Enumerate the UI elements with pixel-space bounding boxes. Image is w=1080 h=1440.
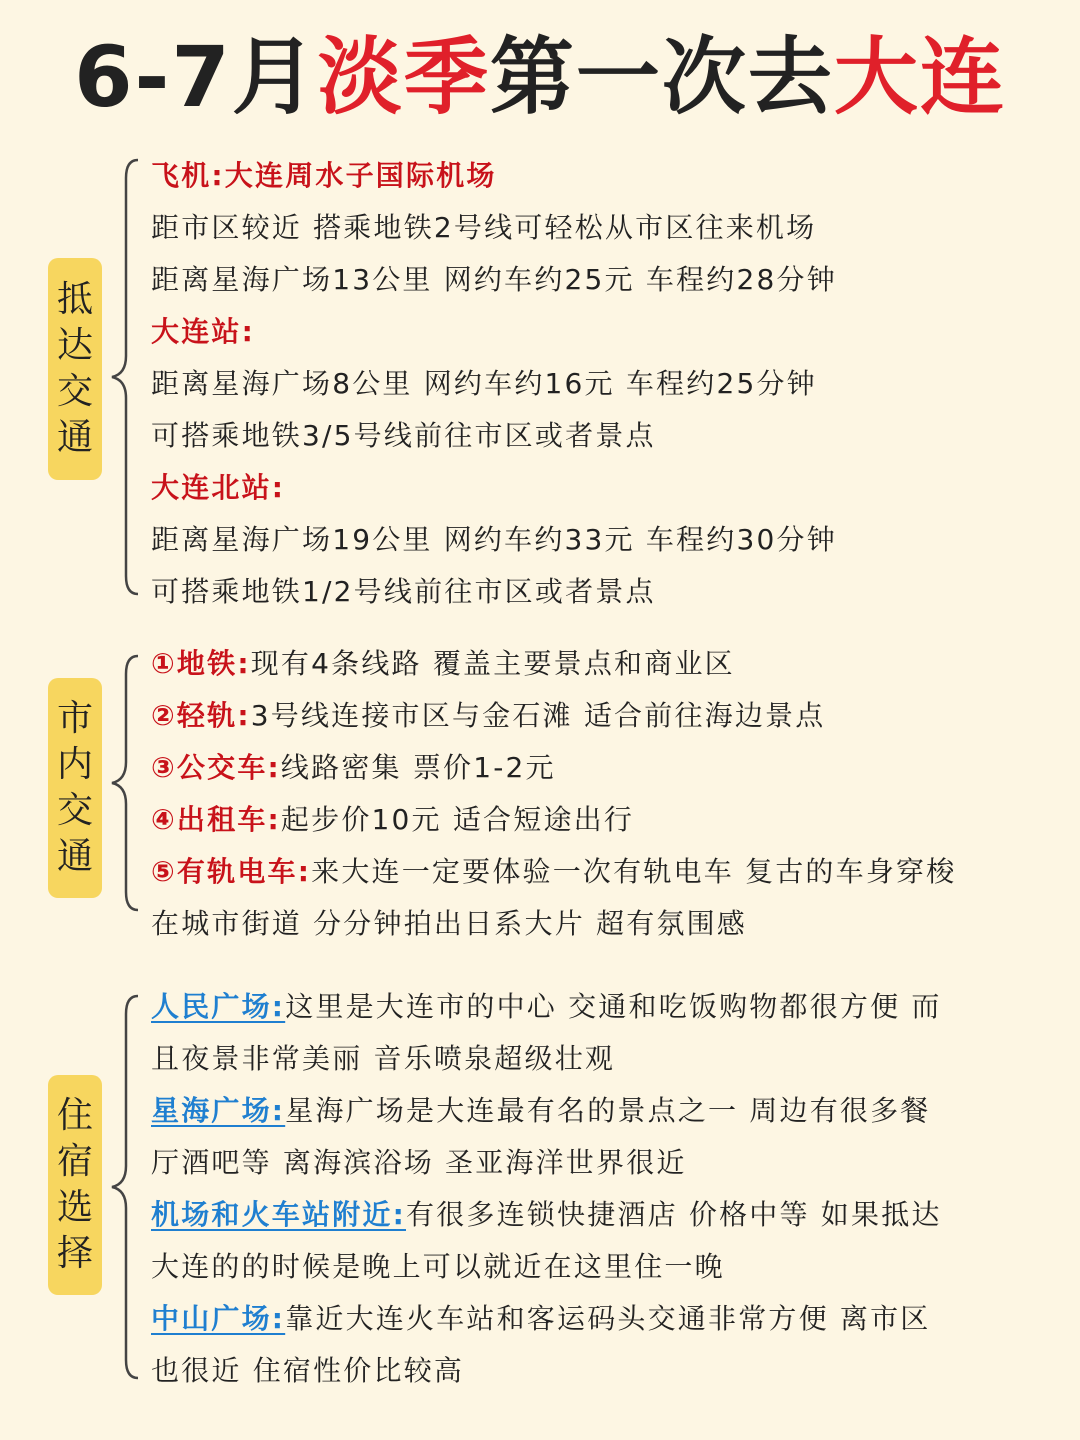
place-text: 星海广场是大连最有名的景点之一 周边有很多餐 bbox=[285, 1094, 931, 1127]
section-label-text: 住宿选择 bbox=[56, 1095, 93, 1274]
dalian-station-heading: 大连站: bbox=[151, 315, 255, 348]
item-name: 有轨电车: bbox=[176, 855, 312, 888]
item-name: 地铁: bbox=[176, 647, 251, 680]
city-item-taxi bbox=[151, 794, 956, 846]
place-name: 机场和火车站附近: bbox=[151, 1198, 406, 1231]
city-item-light-rail bbox=[151, 690, 956, 742]
city-item-metro bbox=[151, 638, 956, 690]
stay-xinghai-square-cont: 厅酒吧等 离海滨浴场 圣亚海洋世界很近 bbox=[151, 1146, 687, 1179]
section-label-text: 市内交通 bbox=[56, 698, 93, 877]
section-label-stay bbox=[48, 1075, 102, 1295]
item-text: 3号线连接市区与金石滩 适合前往海边景点 bbox=[250, 699, 826, 732]
section-label-city bbox=[48, 678, 102, 898]
place-text: 有很多连锁快捷酒店 价格中等 如果抵达 bbox=[406, 1198, 942, 1231]
city-item-tram bbox=[151, 846, 956, 898]
stay-xinghai-square bbox=[151, 1085, 942, 1137]
place-name: 中山广场: bbox=[151, 1302, 286, 1335]
place-text: 靠近大连火车站和客运码头交通非常方便 离市区 bbox=[285, 1302, 931, 1335]
city-item-bus bbox=[151, 742, 956, 794]
title-part-first-time: 第一次去 bbox=[489, 28, 834, 126]
stay-airport-station-cont: 大连的的时候是晚上可以就近在这里住一晚 bbox=[151, 1250, 725, 1283]
item-text: 现有4条线路 覆盖主要景点和商业区 bbox=[250, 647, 735, 680]
stay-people-square bbox=[151, 981, 942, 1033]
item-name: 轻轨: bbox=[176, 699, 251, 732]
stay-lines bbox=[151, 981, 942, 1397]
item-name: 出租车: bbox=[176, 803, 281, 836]
airport-heading: 飞机:大连周水子国际机场 bbox=[151, 159, 497, 192]
item-text: 起步价10元 适合短途出行 bbox=[280, 803, 635, 836]
arrival-lines bbox=[151, 150, 837, 618]
dalian-north-line-1: 距离星海广场19公里 网约车约33元 车程约30分钟 bbox=[151, 523, 837, 556]
airport-line-2: 距离星海广场13公里 网约车约25元 车程约28分钟 bbox=[151, 263, 837, 296]
item-number: ② bbox=[151, 699, 177, 732]
brace-arrival bbox=[104, 156, 144, 598]
page-title bbox=[0, 22, 1080, 132]
dalian-station-line-2: 可搭乘地铁3/5号线前往市区或者景点 bbox=[151, 419, 656, 452]
place-name: 星海广场: bbox=[151, 1094, 286, 1127]
item-text: 线路密集 票价1-2元 bbox=[280, 751, 556, 784]
item-number: ⑤ bbox=[151, 855, 177, 888]
title-part-dalian: 大连 bbox=[833, 28, 1006, 126]
item-number: ① bbox=[151, 647, 177, 680]
brace-city bbox=[104, 652, 144, 914]
section-label-arrival bbox=[48, 258, 102, 480]
stay-airport-station bbox=[151, 1189, 942, 1241]
stay-zhongshan-square-cont: 也很近 住宿性价比较高 bbox=[151, 1354, 465, 1387]
title-part-offseason: 淡季 bbox=[317, 28, 490, 126]
title-part-month: 6-7月 bbox=[74, 28, 318, 126]
city-item-tram-cont: 在城市街道 分分钟拍出日系大片 超有氛围感 bbox=[151, 907, 748, 940]
brace-stay bbox=[104, 992, 144, 1382]
stay-people-square-cont: 且夜景非常美丽 音乐喷泉超级壮观 bbox=[151, 1042, 616, 1075]
item-text: 来大连一定要体验一次有轨电车 复古的车身穿梭 bbox=[311, 855, 957, 888]
place-name: 人民广场: bbox=[151, 990, 286, 1023]
item-number: ③ bbox=[151, 751, 177, 784]
place-text: 这里是大连市的中心 交通和吃饭购物都很方便 而 bbox=[285, 990, 942, 1023]
airport-line-1: 距市区较近 搭乘地铁2号线可轻松从市区往来机场 bbox=[151, 211, 817, 244]
item-name: 公交车: bbox=[176, 751, 281, 784]
stay-zhongshan-square bbox=[151, 1293, 942, 1345]
section-label-text: 抵达交通 bbox=[56, 279, 93, 458]
dalian-station-line-1: 距离星海广场8公里 网约车约16元 车程约25分钟 bbox=[151, 367, 817, 400]
dalian-north-heading: 大连北站: bbox=[151, 471, 286, 504]
dalian-north-line-2: 可搭乘地铁1/2号线前往市区或者景点 bbox=[151, 575, 656, 608]
item-number: ④ bbox=[151, 803, 177, 836]
city-lines bbox=[151, 638, 956, 950]
